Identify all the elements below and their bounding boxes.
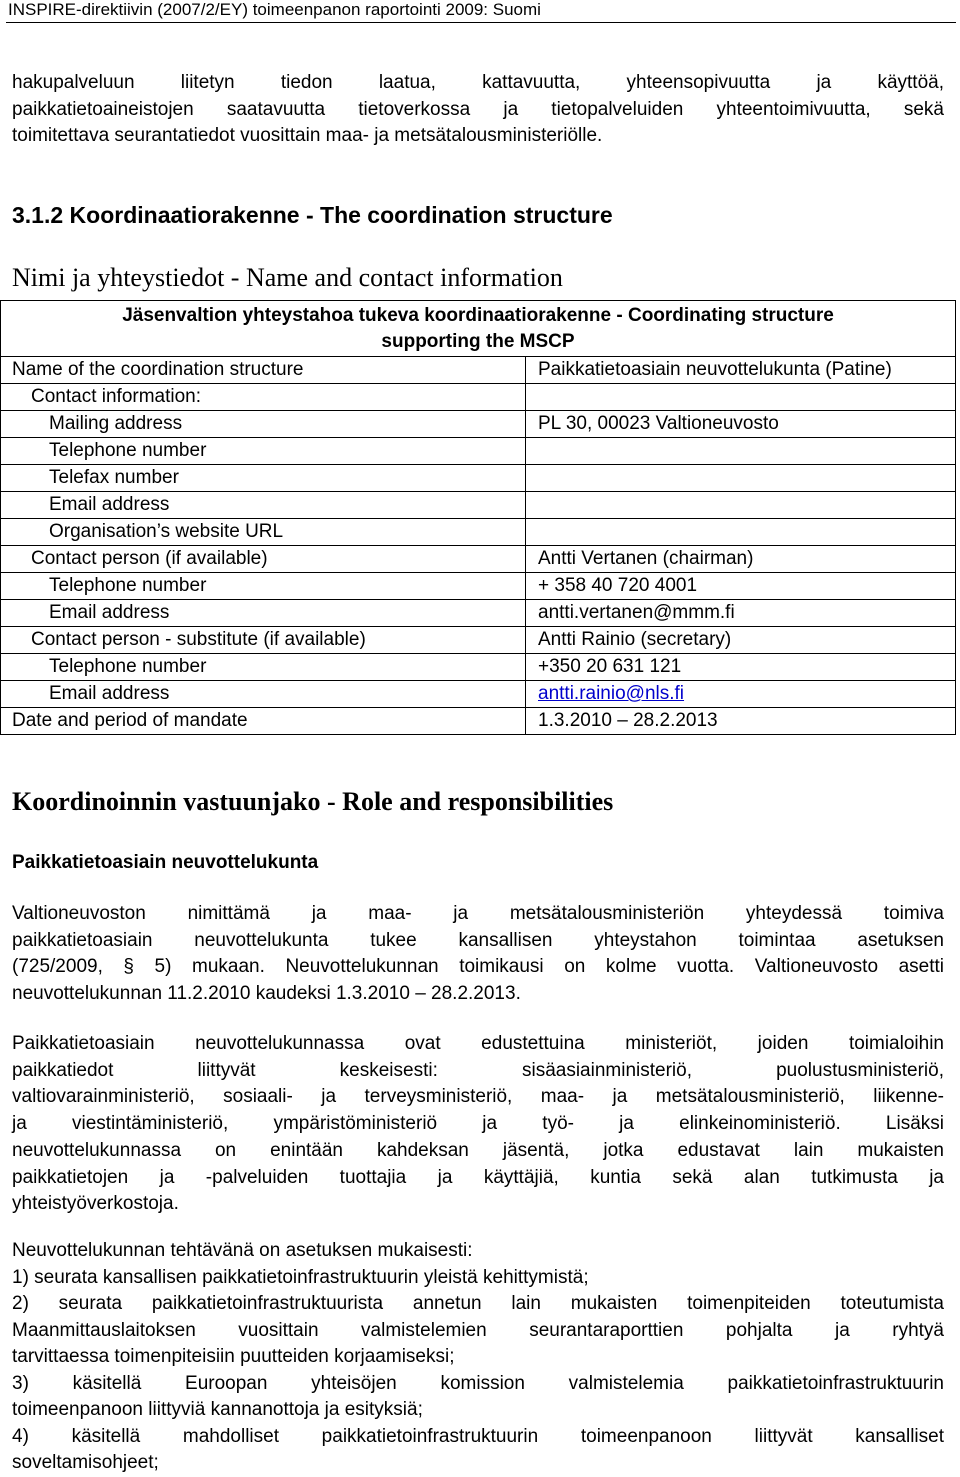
paragraph-line: (725/2009, § 5) mukaan. Neuvottelukunnan toimikausi on kolme vuotta. Valtioneuvosto asetti	[12, 956, 944, 978]
row-label: Email address	[1, 600, 526, 627]
table-header-line: Jäsenvaltion yhteystahoa tukeva koordinaatiorakenne - Coordinating structure	[122, 304, 834, 326]
table-row	[1, 654, 956, 681]
role-subtitle: Paikkatietoasiain neuvottelukunta	[12, 852, 319, 873]
intro-line: hakupalveluun liitetyn tiedon laatua, kattavuutta, yhteensopivuutta ja käyttöä,	[12, 72, 944, 93]
row-label: Organisation’s website URL	[1, 519, 526, 546]
list-item: soveltamisohjeet;	[12, 1452, 159, 1473]
list-item: 2) seurata paikkatietoinfrastruktuurista annetun lain mukaisten toimenpiteiden toteutumista	[12, 1293, 944, 1314]
paragraph-line: neuvottelukunnassa on enintään kahdeksan jäsentä, jotka edustavat lain mukaisten	[12, 1139, 944, 1161]
paragraph-line: valtiovarainministeriö, sosiaali- ja terveysministeriö, maa- ja metsätalousministeriö, liikenne-	[12, 1086, 944, 1108]
row-value: +350 20 631 121	[526, 654, 956, 681]
table-header	[1, 301, 956, 357]
row-label: Telephone number	[1, 438, 526, 465]
table-row	[1, 519, 956, 546]
table-row	[1, 708, 956, 735]
running-header	[6, 0, 956, 23]
list-intro: Neuvottelukunnan tehtävänä on asetuksen mukaisesti:	[12, 1240, 473, 1261]
paragraph-line: yhteistyöverkostoja.	[12, 1193, 179, 1215]
paragraph-2	[12, 1031, 944, 1218]
table-row	[1, 357, 956, 384]
list-item: 4) käsitellä mahdolliset paikkatietoinfrastruktuurin toimeenpanoon liittyvät kansalliset	[12, 1425, 944, 1447]
table-row	[1, 492, 956, 519]
row-label: Contact information:	[1, 384, 526, 411]
list-item: Maanmittauslaitoksen vuosittain valmistelemien seurantaraporttien pohjalta ja ryhtyä	[12, 1319, 944, 1341]
paragraph-line: Paikkatietoasiain neuvottelukunnassa ovat edustettuina ministeriöt, joiden toimialoihin	[12, 1033, 944, 1054]
table-row	[1, 681, 956, 708]
table-row	[1, 546, 956, 573]
row-label: Date and period of mandate	[1, 708, 526, 735]
row-value: antti.vertanen@mmm.fi	[526, 600, 956, 627]
row-label: Name of the coordination structure	[1, 357, 526, 384]
tasks-list	[12, 1238, 944, 1477]
header-title: INSPIRE-direktiivin (2007/2/EY) toimeenpanon raportointi 2009: Suomi	[8, 0, 541, 19]
row-value: Paikkatietoasiain neuvottelukunta (Patine)	[526, 357, 956, 384]
table-row	[1, 438, 956, 465]
paragraph-line: paikkatietojen ja -palveluiden tuottajia ja käyttäjiä, kuntia sekä alan tutkimusta ja	[12, 1166, 944, 1188]
row-label: Contact person (if available)	[1, 546, 526, 573]
coordination-table	[0, 300, 956, 735]
row-label: Contact person - substitute (if available)	[1, 627, 526, 654]
row-label: Telephone number	[1, 654, 526, 681]
intro-paragraph	[12, 70, 944, 150]
paragraph-line: paikkatiedot liittyvät keskeisesti: sisäasiainministeriö, puolustusministeriö,	[12, 1059, 944, 1081]
table-header-line: supporting the MSCP	[381, 330, 575, 352]
list-item: 1) seurata kansallisen paikkatietoinfrastruktuurin yleistä kehittymistä;	[12, 1266, 589, 1288]
subsection-title: Nimi ja yhteystiedot - Name and contact information	[12, 263, 563, 292]
intro-line: paikkatietoaineistojen saatavuutta tietoverkossa ja tietopalveluiden yhteentoimivuutta, sekä	[12, 98, 944, 120]
row-label: Telephone number	[1, 573, 526, 600]
row-value: + 358 40 720 4001	[526, 573, 956, 600]
list-item: tarvittaessa toimenpiteisiin puutteiden korjaamiseksi;	[12, 1346, 455, 1367]
list-item: toimeenpanoon liittyviä kannanottoja ja esityksiä;	[12, 1399, 423, 1420]
row-value	[526, 519, 956, 546]
table-row	[1, 465, 956, 492]
email-link[interactable]: antti.rainio@nls.fi	[538, 683, 685, 704]
paragraph-line: Valtioneuvoston nimittämä ja maa- ja metsätalousministeriön yhteydessä toimiva	[12, 903, 944, 924]
paragraph-line: ja viestintäministeriö, ympäristöministeriö ja työ- ja elinkeinoministeriö. Lisäksi	[12, 1113, 944, 1135]
paragraph-line: paikkatietoasiain neuvottelukunta tukee kansallisen yhteystahon toimintaa asetuksen	[12, 929, 944, 951]
row-value	[526, 384, 956, 411]
table-header-row	[1, 301, 956, 357]
section-title: 3.1.2 Koordinaatiorakenne - The coordination structure	[12, 202, 613, 228]
row-value	[526, 492, 956, 519]
row-label: Telefax number	[1, 465, 526, 492]
paragraph-1	[12, 901, 944, 1008]
table-row	[1, 627, 956, 654]
table-row	[1, 384, 956, 411]
row-value: PL 30, 00023 Valtioneuvosto	[526, 411, 956, 438]
row-value: Antti Rainio (secretary)	[526, 627, 956, 654]
row-label: Mailing address	[1, 411, 526, 438]
paragraph-line: neuvottelukunnan 11.2.2010 kaudeksi 1.3.2010 – 28.2.2013.	[12, 983, 521, 1005]
intro-line: toimitettava seurantatiedot vuosittain maa- ja metsätalousministeriölle.	[12, 125, 603, 147]
table-row	[1, 600, 956, 627]
role-title: Koordinoinnin vastuunjako - Role and responsibilities	[12, 787, 614, 816]
table-row	[1, 573, 956, 600]
row-label: Email address	[1, 681, 526, 708]
row-value: 1.3.2010 – 28.2.2013	[526, 708, 956, 735]
row-value: Antti Vertanen (chairman)	[526, 546, 956, 573]
row-value	[526, 465, 956, 492]
row-value	[526, 438, 956, 465]
row-label: Email address	[1, 492, 526, 519]
table-row	[1, 411, 956, 438]
list-item: 3) käsitellä Euroopan yhteisöjen komission valmistelemia paikkatietoinfrastruktuurin	[12, 1372, 944, 1394]
